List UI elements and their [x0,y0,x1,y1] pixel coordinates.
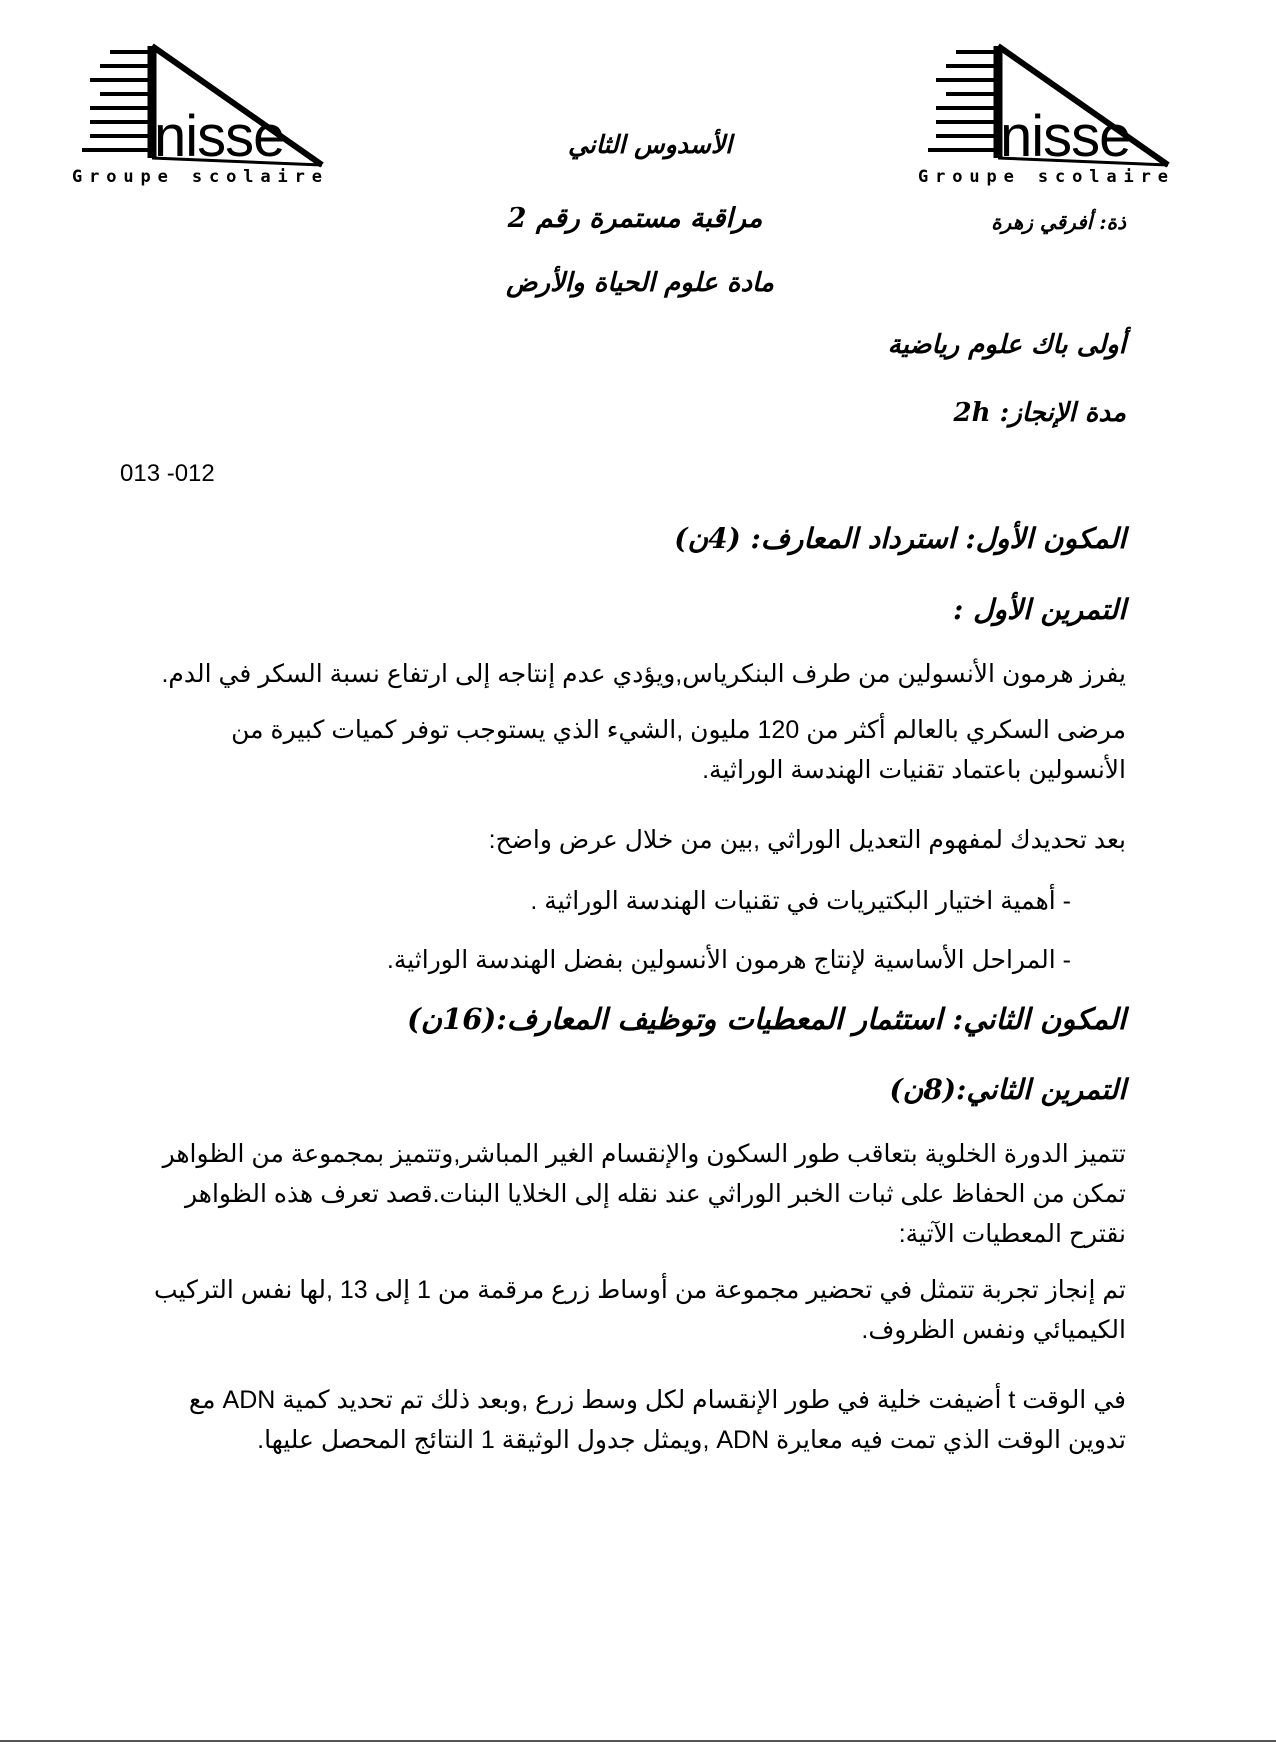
exercise-1-bullet: - أهمية اختيار البكتيريات في تقنيات الهندسة الوراثية . [530,887,1071,915]
exam-title: مراقبة مستمرة رقم 2 [507,203,763,234]
page-bottom-rule [0,1740,1276,1742]
logo-subtitle: Groupe scolaire [918,167,1168,187]
document-code: 013 -012 [120,460,215,487]
logo-triangle-icon [918,40,1208,190]
subject-label: مادة علوم الحياة والأرض [506,268,774,298]
exercise-1-paragraph: يفرز هرمون الأنسولين من طرف البنكرياس,ويؤدي عدم إنتاجه إلى ارتفاع نسبة السكر في الدم. [161,660,1126,688]
exercise-2-paragraph: تتميز الدورة الخلوية بتعاقب طور السكون والإنقسام الغير المباشر,وتتميز بمجموعة من الظواهر تمكن من الحفاظ على ثبات الخبر الوراثي عند نقله إلى الخلايا البنات.قصد تعرف هذه الظواهر نقترح المعطيات الآتية: [162,1140,1126,1248]
school-logo-left [72,40,362,190]
exercise-1-bullet: - المراحل الأساسية لإنتاج هرمون الأنسولين بفضل الهندسة الوراثية. [386,946,1071,974]
exercise-2-paragraph: تم إنجاز تجربة تتمثل في تحضير مجموعة من أوساط زرع مرقمة من 1 إلى 13 ,لها نفس التركيب الكيميائي ونفس الظروف. [153,1276,1126,1344]
school-logo-right [918,40,1208,190]
teacher-name: ذة: أفرقي زهرة [991,210,1126,234]
section-2-title: المكون الثاني: استثمار المعطيات وتوظيف المعارف:(16ن) [407,1002,1126,1036]
logo-triangle-icon [72,40,362,190]
exercise-1-question: بعد تحديدك لمفهوم التعديل الوراثي ,بين من خلال عرض واضح: [488,826,1126,854]
logo-word: nisse [1000,104,1131,169]
exercise-1-paragraph: مرضى السكري بالعالم أكثر من 120 مليون ,الشيء الذي يستوجب توفر كميات كبيرة من الأنسولين باعتماد تقنيات الهندسة الوراثية. [231,716,1126,784]
class-level: أولى باك علوم رياضية [887,330,1126,360]
exercise-1-title: التمرين الأول : [953,593,1126,626]
exercise-2-title: التمرين الثاني:(8ن) [889,1073,1126,1106]
logo-subtitle: Groupe scolaire [72,167,322,187]
semester-label: الأسدوس الثاني [567,130,733,159]
exercise-2-paragraph: في الوقت t أضيفت خلية في طور الإنقسام لكل وسط زرع ,وبعد ذلك تم تحديد كمية ADN مع تدوين الوقت الذي تمت فيه معايرة ADN ,ويمثل جدول الوثيقة 1 النتائج المحصل عليها. [188,1386,1126,1454]
section-1-title: المكون الأول: استرداد المعارف: (4ن) [674,522,1126,555]
exam-duration: مدة الإنجاز: 2h [953,398,1126,428]
logo-word: nisse [154,104,285,169]
